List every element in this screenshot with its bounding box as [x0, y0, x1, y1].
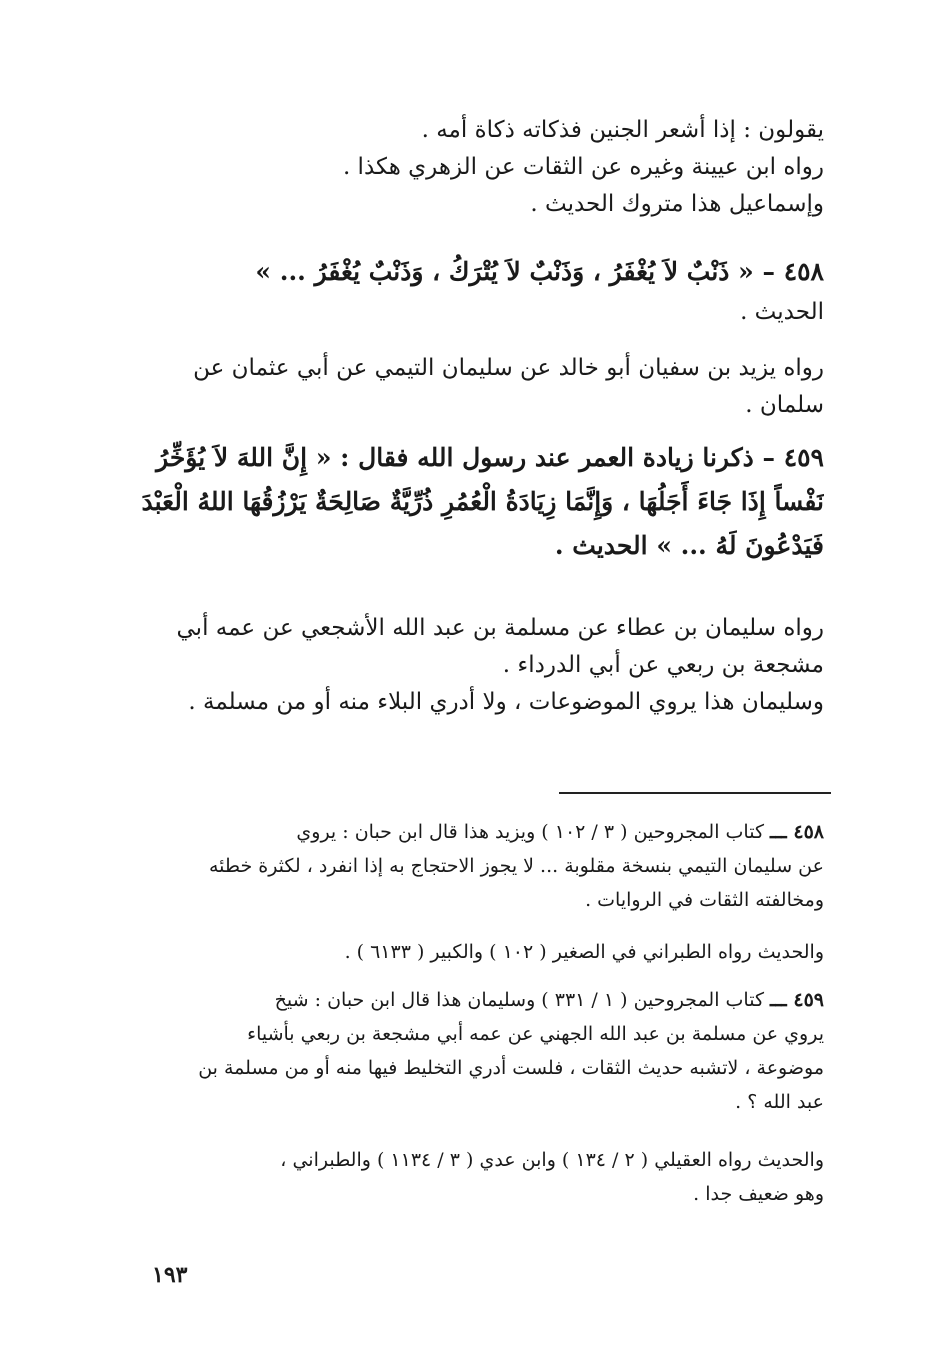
hadith-text: « ذَنْبٌ لاَ يُغْفَرُ ، وَذَنْبٌ لاَ يُتْرَكُ ، وَذَنْبٌ يُغْفَرُ ... » — [255, 257, 754, 286]
footnote-line: عن سليمان التيمي بنسخة مقلوبة ... لا يجوز الاحتجاج به إذا انفرد ، لكثرة خطئه — [208, 855, 824, 877]
text-line: وإسماعيل هذا متروك الحديث . — [530, 191, 824, 217]
hadith-text: ذكرنا زيادة العمر عند رسول الله فقال : « إِنَّ اللهَ لاَ يُؤَخِّرُ — [156, 443, 754, 472]
footnote-459 — [134, 983, 824, 1119]
text-line: مشجعة بن ربعي عن أبي الدرداء . — [502, 652, 824, 678]
footnote-line — [134, 815, 824, 849]
footnote-number: ٤٥٨ ـــ — [770, 821, 824, 843]
footnote-line: والحديث رواه الطبراني في الصغير ( ١٠٢ ) والكبير ( ٦١٣٣ ) . — [344, 941, 824, 963]
paragraph-459-narration — [134, 610, 824, 721]
text-line: رواه يزيد بن سفيان أبو خالد عن سليمان التيمي عن أبي عثمان عن — [193, 355, 824, 381]
hadith-459-line — [134, 436, 824, 480]
footnote-line: وهو ضعيف جدا . — [693, 1183, 824, 1205]
footnote-line: عبد الله ؟ . — [735, 1091, 824, 1113]
footnote-line: موضوعة ، لاتشبه حديث الثقات ، فلست أدري التخليط فيها منه أو من مسلمة بن — [198, 1057, 824, 1079]
hadith-number: ٤٥٨ – — [762, 257, 824, 286]
footnote-458 — [134, 815, 824, 917]
footnote-line: يروي عن مسلمة بن عبد الله الجهني عن عمه أبي مشجعة بن ربعي بأشياء — [247, 1023, 824, 1045]
page-number: ١٩٣ — [152, 1262, 188, 1288]
footnote-line — [134, 983, 824, 1017]
footnote-text: كتاب المجروحين ( ١ / ٣٣١ ) وسليمان هذا قال ابن حبان : شيخ — [274, 989, 764, 1011]
footnote-text: كتاب المجروحين ( ٣ / ١٠٢ ) ويزيد هذا قال ابن حبان : يروي — [296, 821, 764, 843]
hadith-459 — [134, 436, 824, 568]
paragraph-458-narration — [134, 350, 824, 424]
text-line: الحديث . — [740, 299, 824, 325]
text-line: يقولون : إذا أشعر الجنين فذكاته ذكاة أمه . — [421, 117, 824, 143]
footnote-number: ٤٥٩ ـــ — [770, 989, 824, 1011]
footnote-459-extra — [134, 1143, 824, 1211]
hadith-458-tail — [134, 294, 824, 331]
hadith-458-line — [134, 250, 824, 294]
hadith-459-line: نَفْساً إِذَا جَاءَ أَجَلُهَا ، وَإِنَّمَا زِيَادَةُ الْعُمُرِ ذُرِّيَّةٌ صَالِحَةٌ يَرْزُقُهَا اللهُ الْعَبْدَ — [141, 487, 824, 516]
text-line: رواه ابن عيينة وغيره عن الثقات عن الزهري هكذا . — [342, 154, 824, 180]
hadith-459-line: فَيَدْعُونَ لَهُ ... » الحديث . — [554, 531, 824, 560]
footnote-line: ومخالفته الثقات في الروايات . — [585, 889, 824, 911]
footnote-458-extra — [134, 935, 824, 969]
hadith-458 — [134, 250, 824, 294]
footnote-line: والحديث رواه العقيلي ( ٢ / ١٣٤ ) وابن عدي ( ٣ / ١١٣٤ ) والطبراني ، — [280, 1149, 824, 1171]
text-line: وسليمان هذا يروي الموضوعات ، ولا أدري البلاء منه أو من مسلمة . — [188, 689, 824, 715]
text-line: سلمان . — [745, 392, 824, 418]
hadith-number: ٤٥٩ – — [762, 443, 824, 472]
footnote-separator — [559, 792, 831, 794]
paragraph-intro — [134, 112, 824, 223]
text-line: رواه سليمان بن عطاء عن مسلمة بن عبد الله الأشجعي عن عمه أبي — [176, 615, 824, 641]
